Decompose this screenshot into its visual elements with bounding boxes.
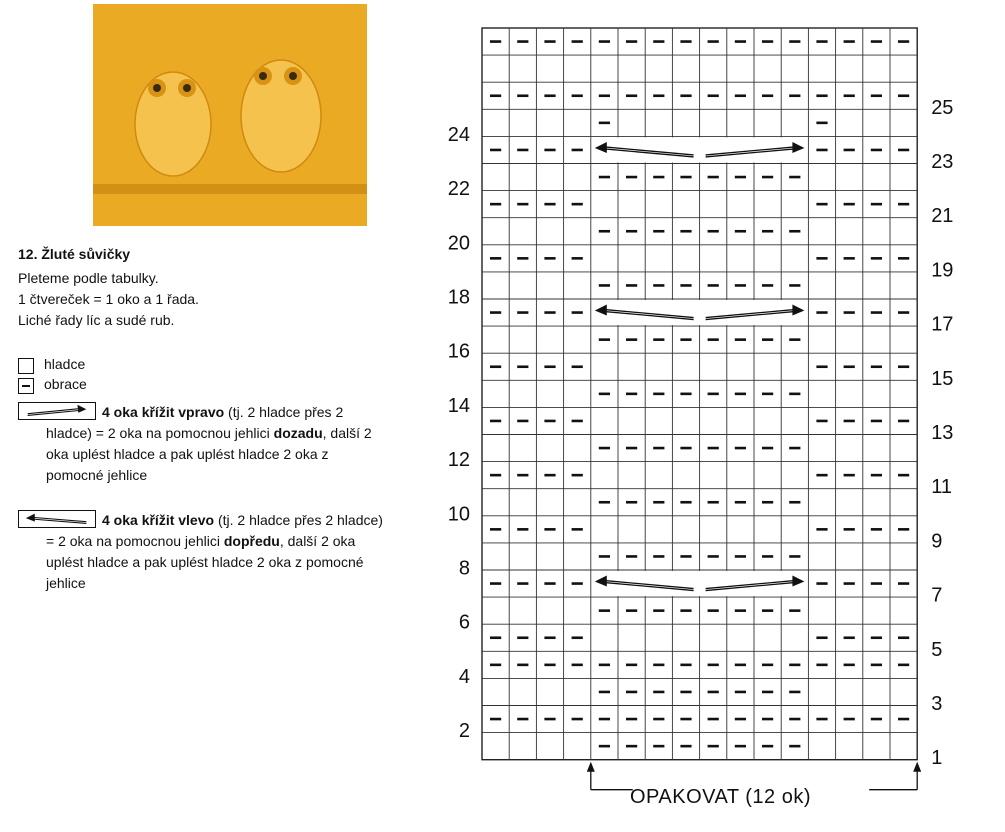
purl-dash xyxy=(572,718,583,721)
purl-dash xyxy=(898,149,909,152)
purl-dash xyxy=(544,365,555,368)
purl-dash xyxy=(680,40,691,43)
purl-dash xyxy=(844,311,855,314)
purl-dash xyxy=(653,501,664,504)
purl-dash xyxy=(789,338,800,341)
purl-dash xyxy=(789,718,800,721)
purl-dash xyxy=(762,691,773,694)
purl-dash xyxy=(844,94,855,97)
repeat-label: OPAKOVAT (12 ok) xyxy=(630,786,812,808)
purl-dash xyxy=(789,691,800,694)
row-label-right: 5 xyxy=(931,638,943,661)
row-label-left: 6 xyxy=(458,611,470,634)
purl-dash xyxy=(599,176,610,179)
purl-dash xyxy=(762,176,773,179)
purl-dash xyxy=(871,257,882,260)
purl-dash xyxy=(816,40,827,43)
purl-dash xyxy=(572,528,583,531)
purl-dash xyxy=(762,447,773,450)
row-label-right: 19 xyxy=(931,259,954,282)
purl-dash xyxy=(871,718,882,721)
repeat-arrowhead xyxy=(587,762,595,772)
purl-dash xyxy=(871,149,882,152)
purl-dash xyxy=(680,338,691,341)
purl-dash xyxy=(898,203,909,206)
instruction-line: Pleteme podle tabulky. xyxy=(18,270,159,286)
purl-dash xyxy=(626,94,637,97)
purl-dash xyxy=(708,393,719,396)
purl-dash xyxy=(680,230,691,233)
purl-dash xyxy=(680,745,691,748)
purl-dash xyxy=(708,718,719,721)
purl-dash xyxy=(789,664,800,667)
purl-dash xyxy=(816,311,827,314)
purl-dash xyxy=(762,745,773,748)
purl-dash xyxy=(816,474,827,477)
purl-dash xyxy=(599,718,610,721)
row-label-right: 7 xyxy=(931,584,943,607)
purl-dash xyxy=(653,691,664,694)
purl-dash xyxy=(653,718,664,721)
purl-dash xyxy=(626,393,637,396)
row-label-right: 21 xyxy=(931,205,954,228)
purl-dash xyxy=(680,176,691,179)
purl-dash xyxy=(626,555,637,558)
purl-dash xyxy=(572,257,583,260)
purl-dash xyxy=(517,257,528,260)
knitting-chart xyxy=(447,20,980,790)
purl-dash xyxy=(680,393,691,396)
purl-dash xyxy=(708,176,719,179)
purl-dash xyxy=(708,447,719,450)
purl-dash xyxy=(490,257,501,260)
purl-dash xyxy=(762,94,773,97)
purl-dash xyxy=(599,745,610,748)
purl-dash xyxy=(653,338,664,341)
purl-dash xyxy=(490,420,501,423)
purl-dash xyxy=(735,230,746,233)
purl-dash xyxy=(626,691,637,694)
purl-dash xyxy=(871,420,882,423)
purl-dash xyxy=(871,474,882,477)
purl-dash xyxy=(544,420,555,423)
purl-dash xyxy=(626,230,637,233)
purl-dash xyxy=(490,636,501,639)
purl-dash xyxy=(816,582,827,585)
purl-dash xyxy=(626,447,637,450)
row-label-right: 1 xyxy=(931,747,943,770)
purl-dash xyxy=(735,501,746,504)
purl-dash xyxy=(871,365,882,368)
purl-dash xyxy=(626,338,637,341)
purl-dash xyxy=(816,365,827,368)
purl-dash xyxy=(517,365,528,368)
purl-dash xyxy=(762,40,773,43)
purl-dash xyxy=(844,582,855,585)
purl-dash xyxy=(708,745,719,748)
purl-dash xyxy=(626,501,637,504)
row-label-left: 24 xyxy=(447,123,470,146)
purl-dash xyxy=(762,664,773,667)
purl-dash xyxy=(708,555,719,558)
row-label-left: 12 xyxy=(447,449,470,472)
purl-dash xyxy=(789,393,800,396)
purl-dash xyxy=(735,94,746,97)
purl-dash xyxy=(708,284,719,287)
purl-dash xyxy=(490,365,501,368)
purl-dash xyxy=(544,718,555,721)
purl-dash xyxy=(572,40,583,43)
row-label-left: 20 xyxy=(447,232,470,255)
purl-dash xyxy=(572,664,583,667)
purl-dash xyxy=(762,609,773,612)
purl-dash xyxy=(626,609,637,612)
purl-dash xyxy=(844,636,855,639)
row-label-left: 16 xyxy=(447,340,470,363)
purl-dash xyxy=(735,284,746,287)
row-label-right: 11 xyxy=(931,476,952,499)
row-label-left: 10 xyxy=(447,503,470,526)
row-label-right: 25 xyxy=(931,96,954,119)
purl-dash xyxy=(544,257,555,260)
row-label-right: 17 xyxy=(931,313,954,336)
purl-dash xyxy=(871,528,882,531)
purl-dash xyxy=(735,555,746,558)
purl-dash xyxy=(816,718,827,721)
purl-dash xyxy=(680,718,691,721)
purl-dash xyxy=(490,94,501,97)
purl-dash xyxy=(680,555,691,558)
purl-dash xyxy=(844,664,855,667)
purl-dash xyxy=(898,311,909,314)
purl-dash xyxy=(789,609,800,612)
instruction-line: 1 čtvereček = 1 oko a 1 řada. xyxy=(18,291,199,307)
purl-dash xyxy=(735,609,746,612)
purl-dash xyxy=(844,528,855,531)
purl-dash xyxy=(490,149,501,152)
purl-dash xyxy=(626,40,637,43)
purl-dash xyxy=(762,555,773,558)
purl-dash xyxy=(544,474,555,477)
row-label-left: 2 xyxy=(458,720,470,743)
purl-dash xyxy=(789,284,800,287)
purl-dash xyxy=(816,149,827,152)
purl-dash xyxy=(871,636,882,639)
purl-dash xyxy=(544,582,555,585)
cable-cell xyxy=(592,137,808,162)
purl-dash xyxy=(816,420,827,423)
purl-dash xyxy=(599,501,610,504)
purl-dash xyxy=(898,94,909,97)
purl-dash xyxy=(680,609,691,612)
row-label-right: 3 xyxy=(931,692,943,715)
purl-dash xyxy=(762,284,773,287)
purl-dash xyxy=(680,691,691,694)
pattern-instructions xyxy=(18,268,199,331)
purl-dash xyxy=(762,393,773,396)
purl-dash xyxy=(708,501,719,504)
purl-dash xyxy=(816,203,827,206)
purl-dash xyxy=(599,230,610,233)
purl-dash xyxy=(735,176,746,179)
purl-dash xyxy=(599,338,610,341)
purl-dash xyxy=(490,582,501,585)
purl-dash xyxy=(871,203,882,206)
purl-dash xyxy=(789,501,800,504)
purl-dash xyxy=(653,40,664,43)
purl-dash xyxy=(898,582,909,585)
purl-dash xyxy=(762,501,773,504)
purl-dash xyxy=(599,393,610,396)
purl-dash xyxy=(844,474,855,477)
purl-dash xyxy=(599,94,610,97)
purl-dash xyxy=(898,528,909,531)
purl-dash xyxy=(517,528,528,531)
legend-cross-right: 4 oka křížit vpravo (tj. 2 hladce přes 2 hladce) = 2 oka na pomocnou jehlici dozadu, další 2 oka uplést hladce a pak uplést hladce 2 oka z pomocné jehlice xyxy=(46,404,372,483)
row-label-left: 8 xyxy=(458,557,470,580)
purl-dash xyxy=(490,40,501,43)
purl-dash xyxy=(708,230,719,233)
purl-dash xyxy=(544,149,555,152)
purl-dash xyxy=(572,94,583,97)
purl-dash xyxy=(599,691,610,694)
purl-dash xyxy=(816,528,827,531)
row-label-right: 13 xyxy=(931,421,954,444)
purl-dash xyxy=(517,40,528,43)
purl-dash xyxy=(572,203,583,206)
purl-dash xyxy=(544,311,555,314)
purl-dash xyxy=(599,447,610,450)
purl-dash xyxy=(816,664,827,667)
purl-dash xyxy=(844,40,855,43)
purl-dash xyxy=(898,664,909,667)
pattern-title: 12. Žluté sůvičky xyxy=(18,246,131,262)
purl-dash xyxy=(871,94,882,97)
purl-dash xyxy=(762,230,773,233)
purl-dash xyxy=(653,176,664,179)
purl-dash xyxy=(626,745,637,748)
purl-dash xyxy=(789,447,800,450)
purl-dash xyxy=(708,94,719,97)
purl-dash xyxy=(490,718,501,721)
purl-dash xyxy=(789,555,800,558)
purl-dash xyxy=(844,149,855,152)
purl-dash xyxy=(653,393,664,396)
row-label-right: 9 xyxy=(931,530,943,553)
purl-dash xyxy=(708,338,719,341)
purl-dash xyxy=(680,664,691,667)
purl-dash xyxy=(517,664,528,667)
purl-dash xyxy=(708,664,719,667)
purl-dash xyxy=(844,420,855,423)
purl-dash xyxy=(898,40,909,43)
purl-dash xyxy=(898,636,909,639)
purl-dash xyxy=(844,365,855,368)
purl-dash xyxy=(626,664,637,667)
purl-dash xyxy=(572,311,583,314)
row-label-right: 23 xyxy=(931,150,954,173)
purl-dash xyxy=(599,609,610,612)
purl-dash xyxy=(517,149,528,152)
row-label-left: 18 xyxy=(447,286,470,309)
purl-dash xyxy=(653,94,664,97)
purl-dash xyxy=(517,718,528,721)
purl-dash xyxy=(844,257,855,260)
purl-dash xyxy=(762,338,773,341)
purl-dash xyxy=(517,311,528,314)
empty-square-icon xyxy=(18,358,34,374)
cable-cell xyxy=(592,300,808,325)
purl-dash xyxy=(844,718,855,721)
purl-dash xyxy=(789,94,800,97)
purl-dash xyxy=(871,664,882,667)
purl-dash xyxy=(626,718,637,721)
purl-dash xyxy=(599,122,610,125)
purl-dash xyxy=(572,636,583,639)
purl-dash xyxy=(816,122,827,125)
purl-dash xyxy=(816,257,827,260)
purl-dash xyxy=(844,203,855,206)
purl-dash xyxy=(789,745,800,748)
purl-dash xyxy=(653,664,664,667)
purl-dash xyxy=(898,718,909,721)
purl-dash xyxy=(680,501,691,504)
purl-dash xyxy=(762,718,773,721)
instruction-line: Liché řady líc a sudé rub. xyxy=(18,312,175,328)
purl-dash xyxy=(544,94,555,97)
purl-dash xyxy=(680,284,691,287)
purl-dash xyxy=(871,311,882,314)
purl-dash xyxy=(653,555,664,558)
purl-dash xyxy=(544,40,555,43)
legend-cross-left: 4 oka křížit vlevo (tj. 2 hladce přes 2 hladce) = 2 oka na pomocnou jehlici dopředu, další 2 oka uplést hladce a pak uplést hladce 2 oka z pomocné jehlice xyxy=(46,512,383,591)
purl-dash xyxy=(898,365,909,368)
row-label-right: 15 xyxy=(931,367,954,390)
purl-dash xyxy=(735,40,746,43)
purl-dash xyxy=(735,338,746,341)
row-label-left: 22 xyxy=(447,178,470,201)
purl-dash xyxy=(626,284,637,287)
purl-dash xyxy=(544,664,555,667)
purl-dash xyxy=(626,176,637,179)
purl-dash xyxy=(789,230,800,233)
purl-dash xyxy=(572,474,583,477)
purl-dash xyxy=(490,311,501,314)
purl-dash xyxy=(517,636,528,639)
purl-dash xyxy=(735,393,746,396)
purl-dash xyxy=(653,745,664,748)
row-label-left: 4 xyxy=(458,665,470,688)
purl-dash xyxy=(735,691,746,694)
purl-dash xyxy=(490,203,501,206)
purl-dash xyxy=(898,420,909,423)
purl-dash xyxy=(898,257,909,260)
purl-dash xyxy=(816,636,827,639)
purl-dash xyxy=(544,203,555,206)
purl-dash xyxy=(789,40,800,43)
purl-dash xyxy=(517,474,528,477)
purl-dash xyxy=(517,94,528,97)
knitted-owl-photo xyxy=(93,4,367,226)
purl-dash xyxy=(599,284,610,287)
purl-dash xyxy=(490,664,501,667)
purl-dash xyxy=(490,474,501,477)
purl-dash xyxy=(599,40,610,43)
purl-dash xyxy=(871,582,882,585)
purl-dash xyxy=(490,528,501,531)
purl-dash xyxy=(599,664,610,667)
purl-dash xyxy=(653,609,664,612)
purl-dash xyxy=(544,636,555,639)
purl-dash xyxy=(544,528,555,531)
purl-dash xyxy=(735,745,746,748)
purl-dash xyxy=(653,284,664,287)
purl-dash xyxy=(735,447,746,450)
purl-dash xyxy=(816,94,827,97)
purl-dash xyxy=(708,609,719,612)
purl-dash xyxy=(572,365,583,368)
purl-dash xyxy=(680,94,691,97)
purl-dash xyxy=(708,40,719,43)
purl-dash xyxy=(789,176,800,179)
cable-cell xyxy=(592,571,808,596)
purl-dash xyxy=(898,474,909,477)
purl-dash xyxy=(572,149,583,152)
purl-dash xyxy=(653,230,664,233)
dash-square-icon xyxy=(18,378,34,394)
purl-dash xyxy=(599,555,610,558)
purl-dash xyxy=(871,40,882,43)
repeat-arrowhead xyxy=(913,762,921,772)
purl-dash xyxy=(517,203,528,206)
row-label-left: 14 xyxy=(447,394,470,417)
purl-dash xyxy=(572,582,583,585)
purl-dash xyxy=(517,582,528,585)
purl-dash xyxy=(653,447,664,450)
purl-dash xyxy=(572,420,583,423)
purl-dash xyxy=(517,420,528,423)
purl-dash xyxy=(735,664,746,667)
purl-dash xyxy=(735,718,746,721)
purl-dash xyxy=(708,691,719,694)
purl-dash xyxy=(680,447,691,450)
